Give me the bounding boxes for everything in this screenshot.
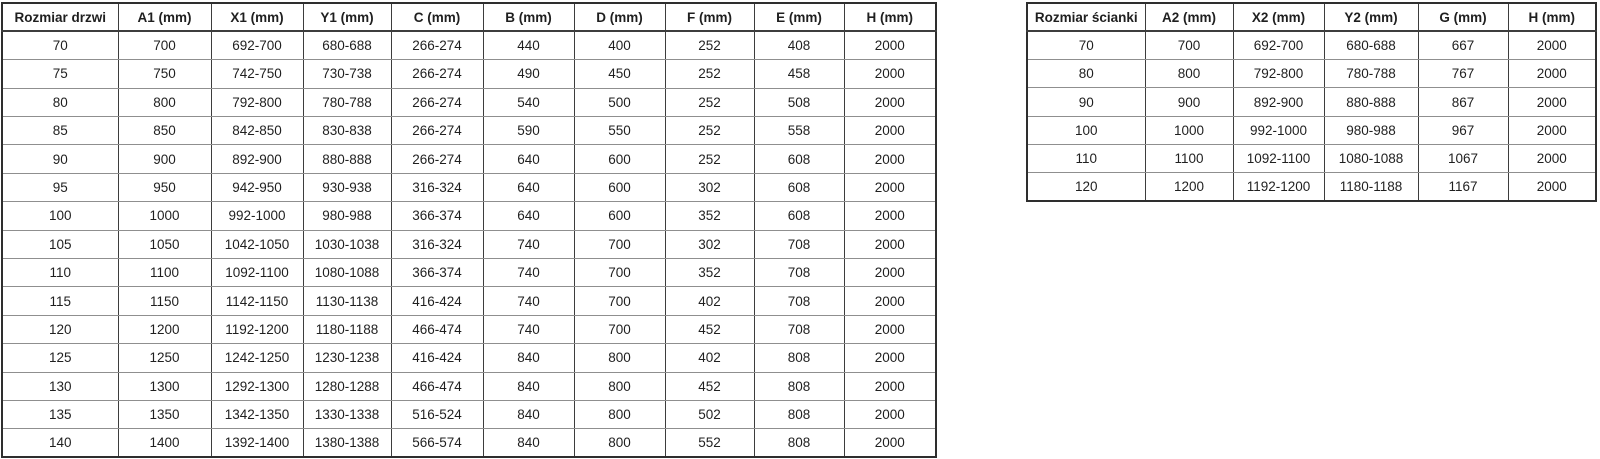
table-cell: 2000 bbox=[844, 173, 936, 201]
table-row bbox=[2, 400, 936, 428]
table-cell: 600 bbox=[574, 173, 665, 201]
table-cell: 2000 bbox=[844, 117, 936, 145]
table-cell: 95 bbox=[2, 173, 118, 201]
table-row bbox=[1027, 173, 1596, 201]
table-cell: 700 bbox=[574, 287, 665, 315]
table-cell: 466-474 bbox=[391, 315, 483, 343]
table-cell: 416-424 bbox=[391, 344, 483, 372]
table-cell: 780-788 bbox=[1324, 60, 1418, 88]
table-cell: 1030-1038 bbox=[303, 230, 391, 258]
table-cell: 508 bbox=[754, 88, 844, 116]
table-row bbox=[2, 117, 936, 145]
table-cell: 1067 bbox=[1418, 144, 1508, 172]
column-header: A2 (mm) bbox=[1145, 3, 1233, 31]
table-cell: 2000 bbox=[844, 344, 936, 372]
table-cell: 808 bbox=[754, 429, 844, 457]
table-cell: 70 bbox=[2, 31, 118, 59]
table-row bbox=[2, 88, 936, 116]
table-cell: 2000 bbox=[1508, 31, 1596, 59]
header-row bbox=[1027, 3, 1596, 31]
table-cell: 792-800 bbox=[1233, 60, 1324, 88]
table-row bbox=[2, 60, 936, 88]
table-cell: 1200 bbox=[118, 315, 211, 343]
column-header: C (mm) bbox=[391, 3, 483, 31]
table-cell: 692-700 bbox=[211, 31, 303, 59]
table-row bbox=[2, 31, 936, 59]
table-cell: 1280-1288 bbox=[303, 372, 391, 400]
table-row bbox=[2, 429, 936, 457]
table-cell: 708 bbox=[754, 259, 844, 287]
table-cell: 950 bbox=[118, 173, 211, 201]
table-cell: 680-688 bbox=[303, 31, 391, 59]
table-row bbox=[2, 202, 936, 230]
table-cell: 700 bbox=[574, 230, 665, 258]
table-cell: 708 bbox=[754, 287, 844, 315]
table-cell: 302 bbox=[665, 230, 754, 258]
table-cell: 90 bbox=[2, 145, 118, 173]
column-header: Y1 (mm) bbox=[303, 3, 391, 31]
table-cell: 252 bbox=[665, 60, 754, 88]
table-cell: 540 bbox=[483, 88, 574, 116]
table-cell: 830-838 bbox=[303, 117, 391, 145]
table-cell: 1350 bbox=[118, 400, 211, 428]
table-cell: 500 bbox=[574, 88, 665, 116]
table-cell: 402 bbox=[665, 344, 754, 372]
table-cell: 115 bbox=[2, 287, 118, 315]
table-cell: 800 bbox=[574, 372, 665, 400]
table-cell: 2000 bbox=[844, 429, 936, 457]
column-header: E (mm) bbox=[754, 3, 844, 31]
table-cell: 352 bbox=[665, 202, 754, 230]
table-cell: 840 bbox=[483, 400, 574, 428]
table-cell: 1167 bbox=[1418, 173, 1508, 201]
table-cell: 558 bbox=[754, 117, 844, 145]
table-cell: 120 bbox=[2, 315, 118, 343]
table-cell: 850 bbox=[118, 117, 211, 145]
table-cell: 1230-1238 bbox=[303, 344, 391, 372]
table-cell: 808 bbox=[754, 400, 844, 428]
table-cell: 70 bbox=[1027, 31, 1145, 59]
table-cell: 120 bbox=[1027, 173, 1145, 201]
table-cell: 266-274 bbox=[391, 145, 483, 173]
table-cell: 800 bbox=[1145, 60, 1233, 88]
table-cell: 450 bbox=[574, 60, 665, 88]
table-cell: 750 bbox=[118, 60, 211, 88]
table-cell: 458 bbox=[754, 60, 844, 88]
table-cell: 80 bbox=[1027, 60, 1145, 88]
table-cell: 808 bbox=[754, 344, 844, 372]
table-cell: 2000 bbox=[844, 315, 936, 343]
table-cell: 125 bbox=[2, 344, 118, 372]
column-header: D (mm) bbox=[574, 3, 665, 31]
table-cell: 742-750 bbox=[211, 60, 303, 88]
table-cell: 1000 bbox=[1145, 116, 1233, 144]
table-cell: 992-1000 bbox=[1233, 116, 1324, 144]
table-cell: 466-474 bbox=[391, 372, 483, 400]
table-cell: 252 bbox=[665, 31, 754, 59]
table-cell: 1180-1188 bbox=[1324, 173, 1418, 201]
table-row bbox=[1027, 116, 1596, 144]
table-cell: 1050 bbox=[118, 230, 211, 258]
table-cell: 2000 bbox=[1508, 144, 1596, 172]
table-cell: 2000 bbox=[844, 400, 936, 428]
table-cell: 252 bbox=[665, 117, 754, 145]
table-cell: 2000 bbox=[844, 202, 936, 230]
table-cell: 2000 bbox=[844, 230, 936, 258]
table-cell: 792-800 bbox=[211, 88, 303, 116]
table-cell: 135 bbox=[2, 400, 118, 428]
table-cell: 608 bbox=[754, 202, 844, 230]
wall-size-table bbox=[1026, 2, 1597, 202]
table-cell: 452 bbox=[665, 372, 754, 400]
table-cell: 80 bbox=[2, 88, 118, 116]
table-cell: 740 bbox=[483, 230, 574, 258]
table-cell: 1300 bbox=[118, 372, 211, 400]
table-cell: 1192-1200 bbox=[211, 315, 303, 343]
table-cell: 105 bbox=[2, 230, 118, 258]
table-cell: 692-700 bbox=[1233, 31, 1324, 59]
table-row bbox=[1027, 144, 1596, 172]
table-cell: 892-900 bbox=[1233, 88, 1324, 116]
column-header: X2 (mm) bbox=[1233, 3, 1324, 31]
table-cell: 740 bbox=[483, 259, 574, 287]
table-cell: 75 bbox=[2, 60, 118, 88]
table-cell: 85 bbox=[2, 117, 118, 145]
table-cell: 516-524 bbox=[391, 400, 483, 428]
column-header: A1 (mm) bbox=[118, 3, 211, 31]
table-cell: 1142-1150 bbox=[211, 287, 303, 315]
table-cell: 767 bbox=[1418, 60, 1508, 88]
table-row bbox=[2, 230, 936, 258]
column-header: Y2 (mm) bbox=[1324, 3, 1418, 31]
table-cell: 130 bbox=[2, 372, 118, 400]
column-header: Rozmiar drzwi bbox=[2, 3, 118, 31]
table-row bbox=[2, 344, 936, 372]
table-cell: 316-324 bbox=[391, 173, 483, 201]
table-cell: 2000 bbox=[844, 60, 936, 88]
table-row bbox=[2, 287, 936, 315]
table-cell: 490 bbox=[483, 60, 574, 88]
table-cell: 100 bbox=[1027, 116, 1145, 144]
table-cell: 1380-1388 bbox=[303, 429, 391, 457]
table-cell: 800 bbox=[574, 344, 665, 372]
table-cell: 900 bbox=[118, 145, 211, 173]
table-cell: 708 bbox=[754, 315, 844, 343]
table-cell: 590 bbox=[483, 117, 574, 145]
column-header: G (mm) bbox=[1418, 3, 1508, 31]
table-cell: 980-988 bbox=[1324, 116, 1418, 144]
table-cell: 266-274 bbox=[391, 117, 483, 145]
table-cell: 800 bbox=[574, 400, 665, 428]
table-cell: 566-574 bbox=[391, 429, 483, 457]
table-cell: 640 bbox=[483, 145, 574, 173]
table-cell: 867 bbox=[1418, 88, 1508, 116]
table-cell: 730-738 bbox=[303, 60, 391, 88]
table-cell: 266-274 bbox=[391, 31, 483, 59]
door-size-table bbox=[1, 2, 937, 458]
column-header: H (mm) bbox=[844, 3, 936, 31]
column-header: Rozmiar ścianki bbox=[1027, 3, 1145, 31]
table-cell: 352 bbox=[665, 259, 754, 287]
table-cell: 1080-1088 bbox=[303, 259, 391, 287]
table-cell: 2000 bbox=[844, 145, 936, 173]
table-cell: 700 bbox=[1145, 31, 1233, 59]
table-cell: 252 bbox=[665, 88, 754, 116]
table-cell: 452 bbox=[665, 315, 754, 343]
table-cell: 1150 bbox=[118, 287, 211, 315]
table-cell: 680-688 bbox=[1324, 31, 1418, 59]
table-cell: 700 bbox=[574, 259, 665, 287]
table-cell: 252 bbox=[665, 145, 754, 173]
table-cell: 1000 bbox=[118, 202, 211, 230]
table-cell: 800 bbox=[118, 88, 211, 116]
table-cell: 1092-1100 bbox=[211, 259, 303, 287]
table-cell: 316-324 bbox=[391, 230, 483, 258]
column-header: F (mm) bbox=[665, 3, 754, 31]
table-cell: 840 bbox=[483, 372, 574, 400]
table-cell: 1242-1250 bbox=[211, 344, 303, 372]
table-cell: 400 bbox=[574, 31, 665, 59]
table-cell: 1200 bbox=[1145, 173, 1233, 201]
table-cell: 2000 bbox=[844, 31, 936, 59]
column-header: B (mm) bbox=[483, 3, 574, 31]
table-cell: 930-938 bbox=[303, 173, 391, 201]
table-cell: 740 bbox=[483, 287, 574, 315]
table-cell: 892-900 bbox=[211, 145, 303, 173]
table-cell: 1342-1350 bbox=[211, 400, 303, 428]
table-cell: 808 bbox=[754, 372, 844, 400]
header-row bbox=[2, 3, 936, 31]
table-cell: 1130-1138 bbox=[303, 287, 391, 315]
table-cell: 100 bbox=[2, 202, 118, 230]
table-cell: 366-374 bbox=[391, 202, 483, 230]
table-cell: 880-888 bbox=[303, 145, 391, 173]
table-row bbox=[2, 145, 936, 173]
table-cell: 2000 bbox=[1508, 88, 1596, 116]
table-cell: 1092-1100 bbox=[1233, 144, 1324, 172]
table-cell: 550 bbox=[574, 117, 665, 145]
table-cell: 1080-1088 bbox=[1324, 144, 1418, 172]
table-cell: 1042-1050 bbox=[211, 230, 303, 258]
table-cell: 800 bbox=[574, 429, 665, 457]
table-cell: 266-274 bbox=[391, 88, 483, 116]
table-row bbox=[1027, 60, 1596, 88]
table-cell: 1192-1200 bbox=[1233, 173, 1324, 201]
table-cell: 302 bbox=[665, 173, 754, 201]
table-cell: 90 bbox=[1027, 88, 1145, 116]
column-header: X1 (mm) bbox=[211, 3, 303, 31]
table-row bbox=[2, 173, 936, 201]
table-cell: 402 bbox=[665, 287, 754, 315]
table-row bbox=[2, 315, 936, 343]
table-cell: 2000 bbox=[844, 372, 936, 400]
table-cell: 700 bbox=[574, 315, 665, 343]
table-cell: 700 bbox=[118, 31, 211, 59]
table-cell: 408 bbox=[754, 31, 844, 59]
table-cell: 1392-1400 bbox=[211, 429, 303, 457]
table-cell: 140 bbox=[2, 429, 118, 457]
table-cell: 667 bbox=[1418, 31, 1508, 59]
table-cell: 2000 bbox=[1508, 60, 1596, 88]
table-row bbox=[2, 372, 936, 400]
table-cell: 980-988 bbox=[303, 202, 391, 230]
table-cell: 740 bbox=[483, 315, 574, 343]
table-cell: 366-374 bbox=[391, 259, 483, 287]
table-cell: 708 bbox=[754, 230, 844, 258]
table-cell: 2000 bbox=[1508, 173, 1596, 201]
table-cell: 1292-1300 bbox=[211, 372, 303, 400]
table-cell: 842-850 bbox=[211, 117, 303, 145]
table-cell: 1100 bbox=[1145, 144, 1233, 172]
table-cell: 1400 bbox=[118, 429, 211, 457]
table-cell: 880-888 bbox=[1324, 88, 1418, 116]
table-cell: 608 bbox=[754, 173, 844, 201]
table-cell: 1100 bbox=[118, 259, 211, 287]
table-cell: 967 bbox=[1418, 116, 1508, 144]
table-row bbox=[1027, 31, 1596, 59]
column-header: H (mm) bbox=[1508, 3, 1596, 31]
table-cell: 640 bbox=[483, 202, 574, 230]
table-cell: 110 bbox=[1027, 144, 1145, 172]
table-cell: 640 bbox=[483, 173, 574, 201]
table-row bbox=[1027, 88, 1596, 116]
table-cell: 2000 bbox=[844, 259, 936, 287]
table-cell: 1180-1188 bbox=[303, 315, 391, 343]
table-cell: 266-274 bbox=[391, 60, 483, 88]
table-cell: 2000 bbox=[1508, 116, 1596, 144]
table-cell: 416-424 bbox=[391, 287, 483, 315]
table-cell: 608 bbox=[754, 145, 844, 173]
table-cell: 942-950 bbox=[211, 173, 303, 201]
table-cell: 600 bbox=[574, 145, 665, 173]
table-cell: 1250 bbox=[118, 344, 211, 372]
table-row bbox=[2, 259, 936, 287]
table-cell: 2000 bbox=[844, 287, 936, 315]
table-cell: 440 bbox=[483, 31, 574, 59]
table-cell: 1330-1338 bbox=[303, 400, 391, 428]
table-cell: 992-1000 bbox=[211, 202, 303, 230]
table-cell: 780-788 bbox=[303, 88, 391, 116]
table-cell: 502 bbox=[665, 400, 754, 428]
table-cell: 840 bbox=[483, 344, 574, 372]
table-cell: 840 bbox=[483, 429, 574, 457]
table-cell: 2000 bbox=[844, 88, 936, 116]
table-cell: 900 bbox=[1145, 88, 1233, 116]
table-cell: 110 bbox=[2, 259, 118, 287]
table-cell: 552 bbox=[665, 429, 754, 457]
table-cell: 600 bbox=[574, 202, 665, 230]
